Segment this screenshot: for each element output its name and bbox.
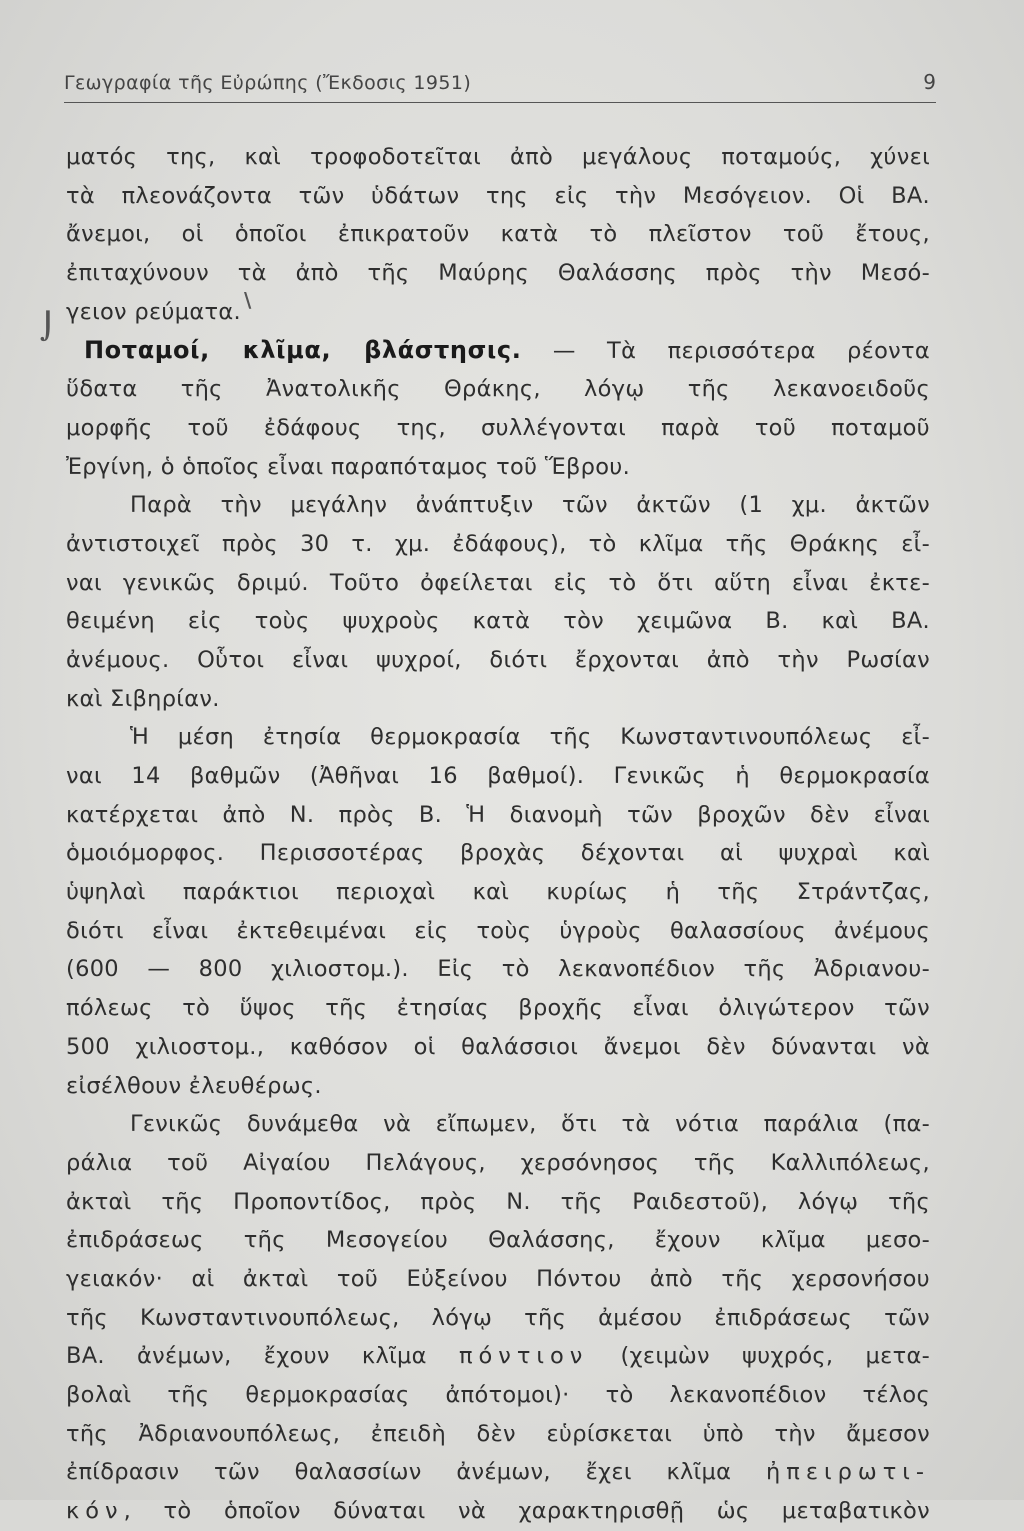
text-run: , τὸ ὁποῖον δύναται νὰ χαρακτηρισθῇ ὡς μεταβατικὸν [123, 1498, 930, 1525]
text-run: (χειμὼν ψυχρός, μετα- [620, 1343, 931, 1370]
text-line: Ἐργίνη, ὁ ὁποῖος εἶναι παραπόταμος τοῦ Ἕβρου. [66, 453, 631, 480]
spaced-term: πόντιον [458, 1343, 589, 1370]
text-line: ἄνεμοι, οἱ ὁποῖοι ἐπικρατοῦν κατὰ τὸ πλεῖστον τοῦ ἔτους, [66, 221, 930, 248]
text-line: καὶ Σιβηρίαν. [66, 685, 220, 712]
text-line: γειον ρεύματα. [66, 298, 241, 325]
text-line: ἀκταὶ τῆς Προποντίδος, πρὸς Ν. τῆς Ραιδεστοῦ), λόγῳ τῆς [66, 1188, 930, 1215]
text-line: Παρὰ τὴν μεγάλην ἀνάπτυξιν τῶν ἀκτῶν (1 χμ. ἀκτῶν [130, 492, 930, 519]
text-line: βολαὶ τῆς θερμοκρασίας ἀπότομοι)· τὸ λεκανοπέδιον τέλος [66, 1382, 930, 1408]
page-number: 9 [923, 70, 936, 94]
text-line: τῆς Κωνσταντινουπόλεως, λόγῳ τῆς ἀμέσου ἐπιδράσεως τῶν [66, 1304, 930, 1331]
text-run: ΒΑ. ἀνέμων, ἔχουν κλῖμα [66, 1343, 427, 1370]
text-line: ναι γενικῶς δριμύ. Τοῦτο ὀφείλεται εἰς τὸ ὅτι αὕτη εἶναι ἐκτε- [66, 569, 930, 596]
text-line: Γενικῶς δυνάμεθα νὰ εἴπωμεν, ὅτι τὰ νότια παράλια (πα- [130, 1111, 930, 1138]
text-line: μορφῆς τοῦ ἐδάφους της, συλλέγονται παρὰ τοῦ ποταμοῦ [66, 414, 930, 441]
text-line [66, 1492, 930, 1531]
text-line: ὕδατα τῆς Ἀνατολικῆς Θράκης, λόγῳ τῆς λεκανοειδοῦς [66, 376, 930, 403]
text-line [66, 1337, 930, 1376]
spaced-term: ἠπειρωτι- [766, 1459, 930, 1486]
text-line: διότι εἶναι ἐκτεθειμέναι εἰς τοὺς ὑγροὺς θαλασσίους ἀνέμους [66, 917, 930, 944]
text-line: ἀνέμους. Οὗτοι εἶναι ψυχροί, διότι ἔρχονται ἀπὸ τὴν Ρωσίαν [66, 646, 930, 673]
text-line: ναι 14 βαθμῶν (Ἀθῆναι 16 βαθμοί). Γενικῶς ἡ θερμοκρασία [66, 763, 930, 789]
text-line: κατέρχεται ἀπὸ Ν. πρὸς Β. Ἡ διανομὴ τῶν βροχῶν δὲν εἶναι [66, 801, 930, 828]
text-line: ὑψηλαὶ παράκτιοι περιοχαὶ καὶ κυρίως ἡ τῆς Στράντζας, [66, 879, 930, 906]
text-line: θειμένη εἰς τοὺς ψυχροὺς κατὰ τὸν χειμῶνα Β. καὶ ΒΑ. [66, 608, 930, 635]
section-heading: Ποταμοί, κλῖμα, βλάστησις. [84, 336, 522, 365]
text-line: τῆς Ἀδριανουπόλεως, ἐπειδὴ δὲν εὑρίσκεται ὑπὸ τὴν ἄμεσον [66, 1420, 930, 1447]
margin-pencil-mark: \ [244, 288, 252, 312]
text-line: (600 — 800 χιλιοστομ.). Εἰς τὸ λεκανοπέδιον τῆς Ἀδριανου- [66, 956, 930, 983]
text-line: ἐπιταχύνουν τὰ ἀπὸ τῆς Μαύρης Θαλάσσης πρὸς τὴν Μεσό- [66, 260, 930, 287]
text-line: πόλεως τὸ ὕψος τῆς ἐτησίας βροχῆς εἶναι ὀλιγώτερον τῶν [66, 995, 930, 1022]
body-text [66, 138, 930, 1531]
text-line: γειακόν· αἱ ἀκταὶ τοῦ Εὐξείνου Πόντου ἀπὸ τῆς χερσονήσου [66, 1265, 930, 1292]
text-run: ἐπίδρασιν τῶν θαλασσίων ἀνέμων, ἔχει κλῖμα [66, 1459, 732, 1486]
text-line: ράλια τοῦ Αἰγαίου Πελάγους, χερσόνησος τῆς Καλλιπόλεως, [66, 1149, 930, 1176]
margin-bracket-mark: ⌡ [40, 312, 56, 342]
spaced-term: κόν [66, 1498, 124, 1525]
text-run: — Τὰ περισσότερα ρέοντα [552, 338, 931, 365]
text-line [66, 1453, 930, 1492]
running-title: Γεωγραφία τῆς Εὐρώπης (Ἔκδοσις 1951) [64, 72, 472, 94]
text-line: ματός της, καὶ τροφοδοτεῖται ἀπὸ μεγάλους ποταμούς, χύνει [66, 144, 930, 170]
text-line: εἰσέλθουν ἐλευθέρως. [66, 1072, 322, 1099]
text-line: ὁμοιόμορφος. Περισσοτέρας βροχὰς δέχονται αἱ ψυχραὶ καὶ [66, 840, 930, 867]
text-line: τὰ πλεονάζοντα τῶν ὑδάτων της εἰς τὴν Μεσόγειον. Οἱ ΒΑ. [66, 182, 930, 209]
text-line: 500 χιλιοστομ., καθόσον οἱ θαλάσσιοι ἄνεμοι δὲν δύνανται νὰ [66, 1033, 930, 1060]
section-heading-line [66, 331, 930, 370]
text-line: ἀντιστοιχεῖ πρὸς 30 τ. χμ. ἐδάφους), τὸ κλῖμα τῆς Θράκης εἶ- [66, 530, 930, 557]
text-line: ἐπιδράσεως τῆς Μεσογείου Θαλάσσης, ἔχουν κλῖμα μεσο- [66, 1227, 930, 1254]
page-header [64, 66, 936, 103]
text-line: Ἡ μέση ἐτησία θερμοκρασία τῆς Κωνσταντινουπόλεως εἶ- [130, 724, 930, 751]
